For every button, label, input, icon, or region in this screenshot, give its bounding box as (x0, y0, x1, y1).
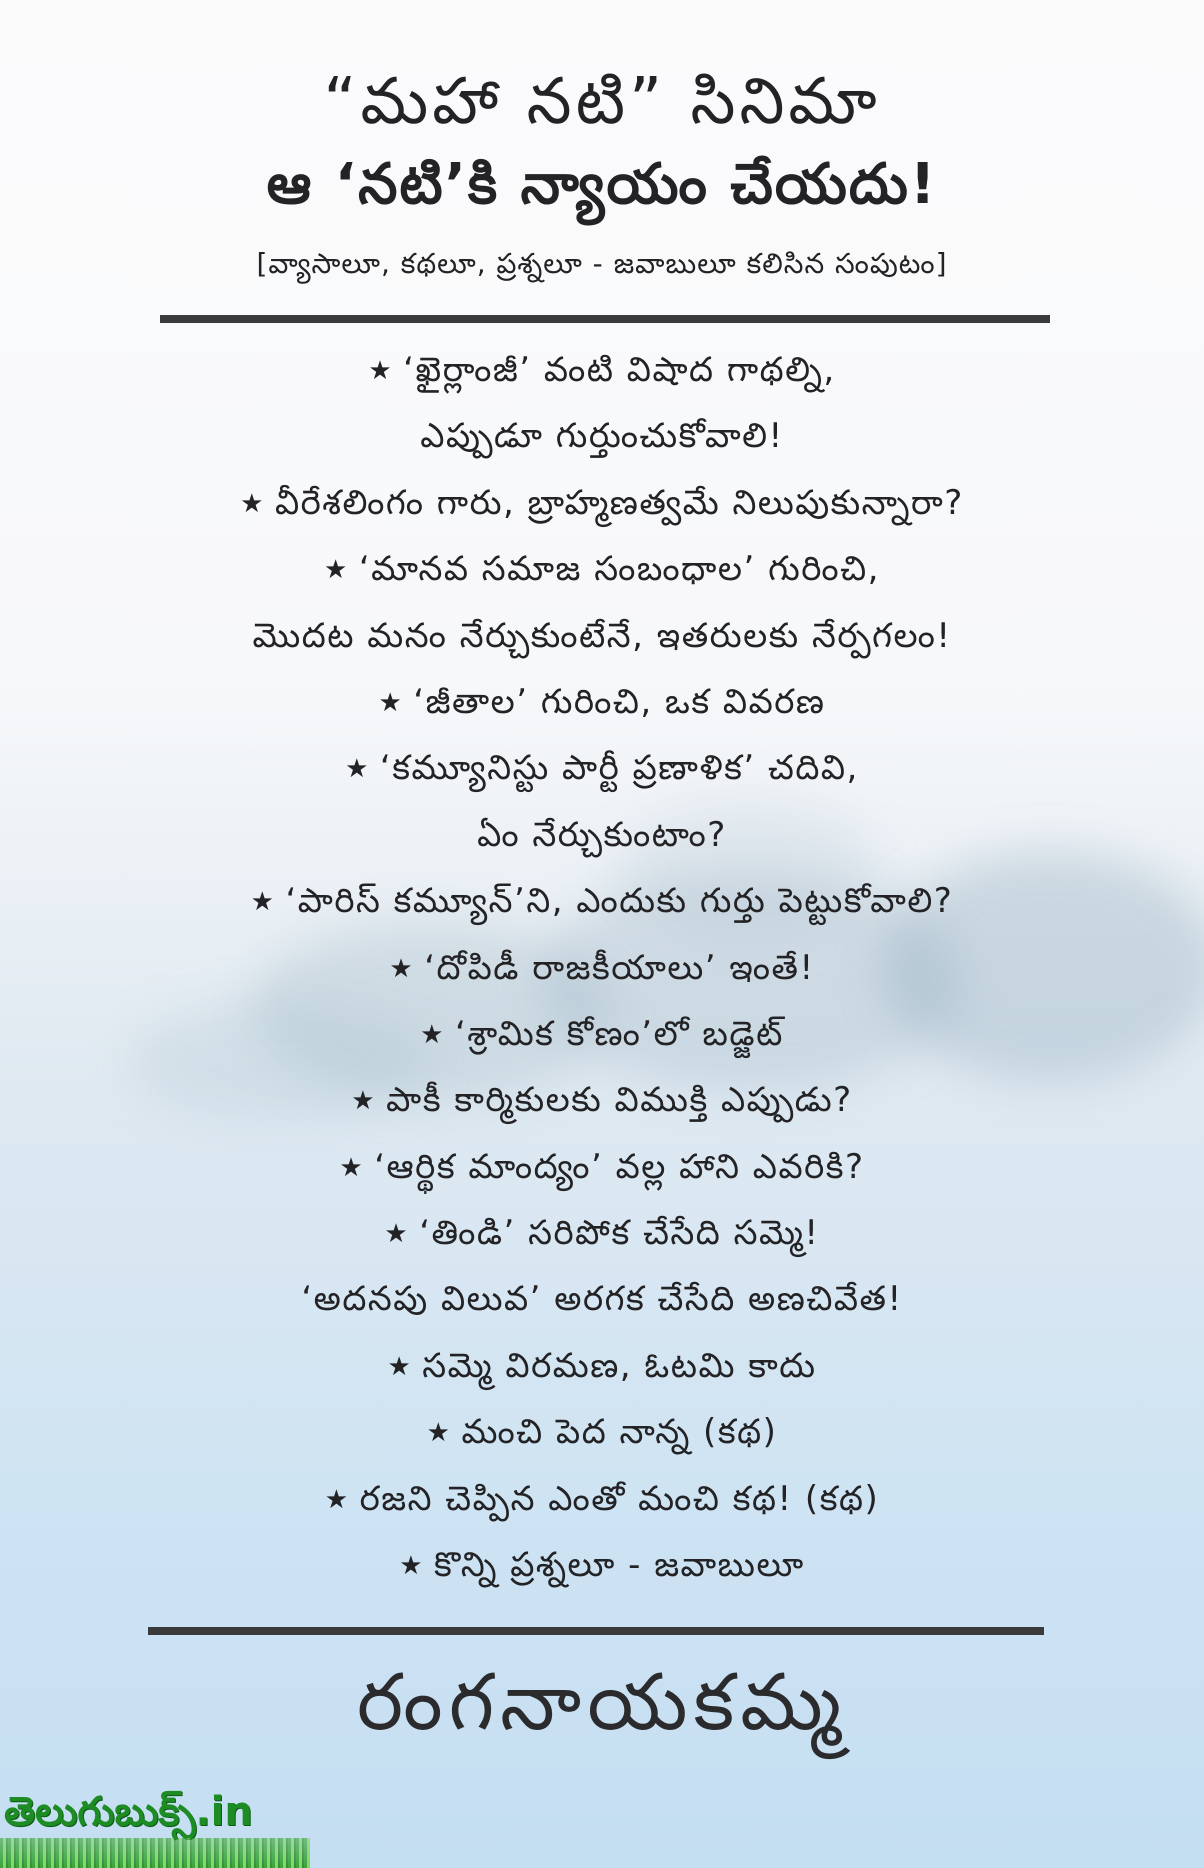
contents-item (0, 1200, 1204, 1266)
watermark-logo: తెలుగుబుక్స్.in (4, 1789, 253, 1835)
contents-item (0, 603, 1204, 669)
author-name: రంగనాయకమ్మ (356, 1658, 848, 1748)
book-subtitle: [వ్యాసాలూ, కథలూ, ప్రశ్నలూ - జవాబులూ కలిసిన సంపుటం] (256, 247, 948, 280)
star-icon: ★ (426, 1418, 452, 1449)
contents-item (0, 1466, 1204, 1532)
star-icon: ★ (324, 555, 349, 586)
star-icon: ★ (387, 1351, 413, 1382)
contents-item (0, 1333, 1204, 1399)
contents-item-text: ‘కమ్యూనిస్టు పార్టీ ప్రణాళిక’ చదివి, (379, 748, 859, 789)
contents-item (0, 735, 1204, 801)
contents-item-text: ‘తిండి’ సరిపోక చేసేది సమ్మె! (419, 1213, 820, 1254)
contents-item (0, 868, 1204, 934)
star-icon: ★ (368, 356, 394, 386)
star-icon: ★ (384, 1219, 410, 1250)
star-icon: ★ (250, 887, 276, 918)
contents-item-text: రజని చెప్పిన ఎంతో మంచి కథ! (కథ) (359, 1478, 880, 1519)
contents-item-text: మొదట మనం నేర్చుకుంటేనే, ఇతరులకు నేర్పగలం! (252, 615, 952, 656)
star-icon: ★ (351, 1086, 377, 1117)
contents-item-text: కొన్ని ప్రశ్నలూ - జవాబులూ (434, 1545, 805, 1586)
star-icon: ★ (339, 1152, 365, 1183)
contents-item-text: ‘ఆర్థిక మాంద్యం’ వల్ల హాని ఎవరికి? (374, 1146, 865, 1187)
star-icon: ★ (399, 1551, 425, 1582)
contents-item (0, 337, 1204, 403)
book-title-line-1: “మహా నటి” సినిమా (323, 65, 881, 139)
contents-item (0, 669, 1204, 735)
contents-item-text: సమ్మె విరమణ, ఓటమి కాదు (422, 1345, 817, 1386)
contents-item (0, 1399, 1204, 1465)
book-title-line-2: ఆ ‘నటి’కి న్యాయం చేయదు! (266, 152, 938, 217)
contents-item (0, 470, 1204, 536)
contents-item-text: వీరేశలింగం గారు, బ్రాహ్మణత్వమే నిలుపుకున్నారా? (274, 482, 964, 523)
star-icon: ★ (345, 754, 370, 785)
star-icon: ★ (240, 488, 265, 519)
contents-item-text: ‘మానవ సమాజ సంబంధాల’ గురించి, (358, 549, 880, 590)
contents-list (0, 337, 1204, 1598)
bottom-divider (148, 1627, 1044, 1635)
contents-item-text: పాకీ కార్మికులకు విముక్తి ఎప్పుడు? (386, 1080, 853, 1121)
contents-item (0, 1532, 1204, 1598)
star-icon: ★ (420, 1019, 445, 1050)
contents-item-text: ‘జీతాల’ గురించి, ఒక వివరణ (413, 681, 826, 722)
contents-item (0, 1134, 1204, 1200)
contents-item (0, 403, 1204, 469)
grass-decoration (0, 1838, 310, 1868)
contents-item-text: మంచి పెద నాన్న (కథ) (461, 1412, 778, 1453)
top-divider (160, 315, 1050, 323)
contents-item (0, 1067, 1204, 1133)
contents-item-text: ‘దోపిడీ రాజకీయాలు’ ఇంతే! (424, 947, 815, 988)
contents-item-text: ‘శ్రామిక కోణం’లో బడ్జెట్ (454, 1013, 784, 1054)
contents-item-text: ‘పారిస్ కమ్యూన్’ని, ఎందుకు గుర్తు పెట్టుకోవాలి? (285, 881, 954, 922)
contents-item (0, 1001, 1204, 1067)
contents-item-text: ఎప్పుడూ గుర్తుంచుకోవాలి! (420, 416, 784, 457)
contents-item-text: ఏం నేర్చుకుంటాం? (477, 814, 727, 855)
contents-item (0, 536, 1204, 602)
contents-item-text: ‘అదనపు విలువ’ అరగక చేసేది అణచివేత! (301, 1279, 903, 1320)
contents-item (0, 802, 1204, 868)
contents-item-text: ‘ఖైర్లాంజీ’ వంటి విషాద గాథల్ని, (403, 350, 836, 390)
contents-item (0, 1266, 1204, 1332)
contents-item (0, 935, 1204, 1001)
star-icon: ★ (324, 1484, 350, 1515)
star-icon: ★ (378, 687, 404, 718)
star-icon: ★ (389, 953, 415, 984)
